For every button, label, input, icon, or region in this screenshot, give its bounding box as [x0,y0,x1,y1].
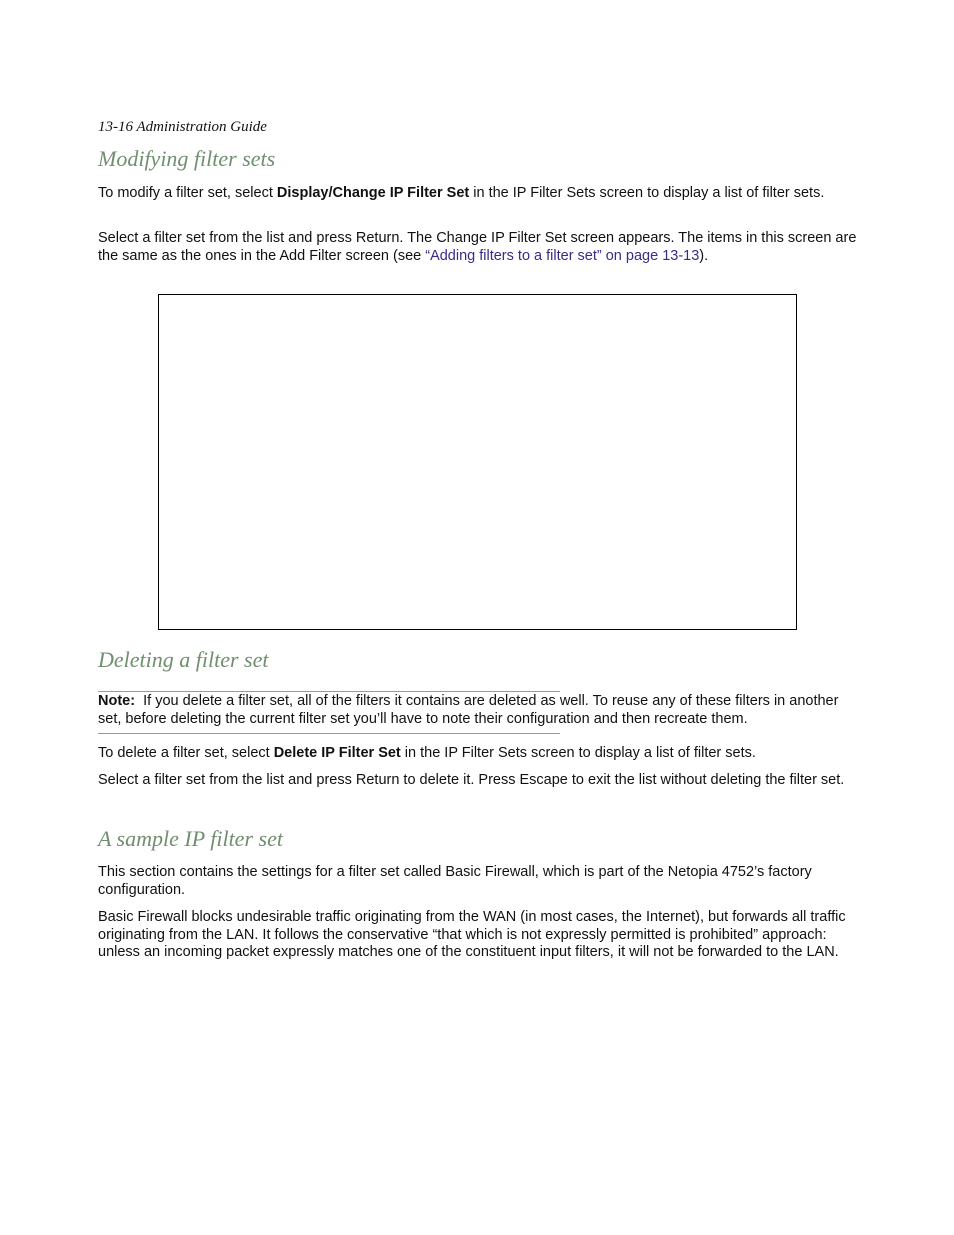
paragraph-delete-escape: Select a filter set from the list and press Return to delete it. Press Escape to exit the list without deleting the filter set. [98,772,845,788]
note-rule-bottom [98,733,560,734]
heading-sample-ip-filter-set: A sample IP filter set [98,826,283,851]
screen-capture-frame [158,294,797,630]
paragraph-sample-intro: This section contains the settings for a filter set called Basic Firewall, which is part of the Netopia 4752’s factory configuration. [98,864,812,898]
cross-reference-link[interactable]: “Adding filters to a filter set” on page 13-13 [425,247,700,264]
paragraph-basic-firewall: Basic Firewall blocks undesirable traffic originating from the WAN (in most cases, the Internet), but forwards all traffic originating from the LAN. It follows the conservative “that which is not expressly permitted is prohibited” approach: unless an incoming packet expressly matches one of the constituent input filters, it will not be forwarded to the LAN. [98,909,846,960]
text: ). [699,247,709,264]
text: To modify a filter set, select [98,185,277,201]
text: in the IP Filter Sets screen to display a list of filter sets. [400,745,756,761]
text: in the IP Filter Sets screen to display a list of filter sets. [469,185,825,201]
heading-deleting-filter-set: Deleting a filter set [98,647,269,672]
text: To delete a filter set, select [98,745,274,761]
text: Select a filter set from the list and press Return. The Change IP Filter Set screen appears. The items in this screen are the same as the ones in the Add Filter screen (see [98,230,857,264]
heading-modifying-filter-sets: Modifying filter sets [98,146,276,171]
paragraph-change-screen [98,230,858,265]
note-label: Note: [98,693,136,709]
paragraph-modify-instructions [98,185,858,203]
running-head: 13-16 Administration Guide [98,119,267,135]
paragraph-delete-instructions [98,745,858,763]
menu-item-reference: Delete IP Filter Set [273,745,401,761]
note-text: If you delete a filter set, all of the filters it contains are deleted as well. To reuse any of these filters in another set, before deleting the current filter set you’ll have to note their configuration and then recreate them. [98,693,839,727]
note-paragraph [98,693,858,728]
menu-item-reference: Display/Change IP Filter Set [276,185,470,201]
note-rule-top [98,691,560,692]
